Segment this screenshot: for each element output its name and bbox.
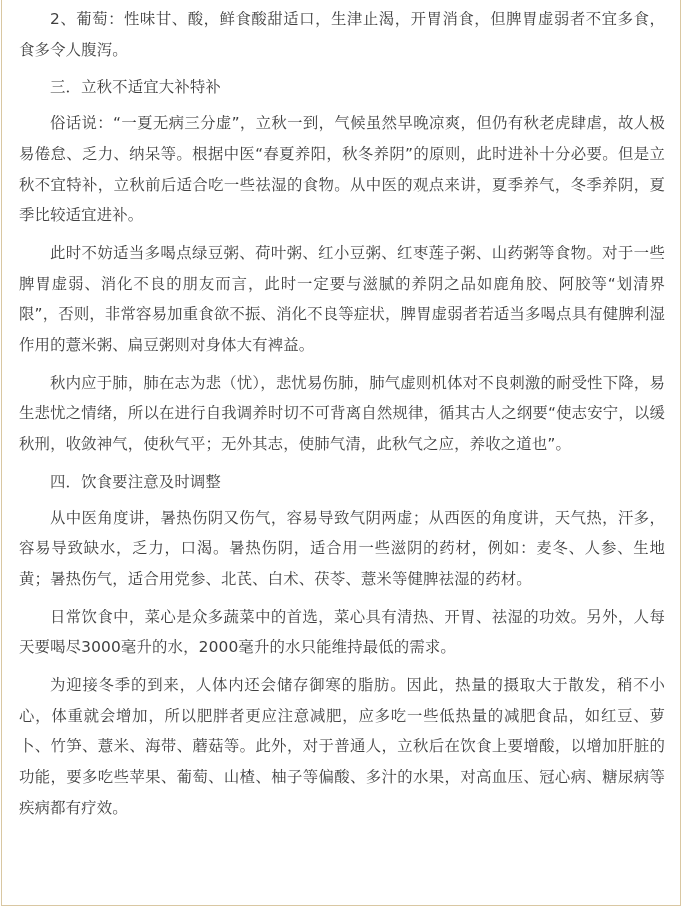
paragraph-lung: 秋内应于肺，肺在志为悲（忧），悲忧易伤肺，肺气虚则机体对不良刺激的耐受性下降，易生悲忧之情绪，所以在进行自我调养时切不可背离自然规律，循其古人之纲要“使志安宁，以缓秋刑，收敛神气，使秋气平；无外其志，使肺气清，此秋气之应，养收之道也”。	[19, 373, 665, 454]
paragraph-porridge: 此时不妨适当多喝点绿豆粥、荷叶粥、红小豆粥、红枣莲子粥、山药粥等食物。对于一些脾胃虚弱、消化不良的朋友而言，此时一定要与滋腻的养阴之品如鹿角胶、阿胶等“划清界限”，否则，非常容易加重食欲不振、消化不良等症状，脾胃虚弱者若适当多喝点具有健脾利湿作用的薏米粥、扁豆粥则对身体大有裨益。	[19, 243, 665, 355]
paragraph-saying: 俗话说：“一夏无病三分虚”，立秋一到，气候虽然早晚凉爽，但仍有秋老虎肆虐，故人极易倦怠、乏力、纳呆等。根据中医“春夏养阳，秋冬养阴”的原则，此时进补十分必要。但是立秋不宜特补，立秋前后适合吃一些祛湿的食物。从中医的观点来讲，夏季养气，冬季养阴，夏季比较适宜进补。	[19, 114, 665, 225]
paragraph-grape: 2、葡萄：性味甘、酸，鲜食酸甜适口，生津止渴，开胃消食，但脾胃虚弱者不宜多食，食多令人腹泻。	[19, 10, 665, 59]
paragraph-tcm: 从中医角度讲，暑热伤阴又伤气，容易导致气阴两虚；从西医的角度讲，天气热，汗多，容易导致缺水，乏力，口渴。暑热伤阴，适合用一些滋阴的药材，例如：麦冬、人参、生地黄；暑热伤气，适合用党参、北芪、白术、茯苓、薏米等健脾祛湿的药材。	[19, 508, 665, 588]
section-heading-4: 四．饮食要注意及时调整	[50, 472, 221, 491]
section-heading-3: 三．立秋不适宜大补特补	[50, 78, 221, 97]
paragraph-daily-diet: 日常饮食中，菜心是众多蔬菜中的首选，菜心具有清热、开胃、祛湿的功效。另外，人每天要喝尽3000毫升的水，2000毫升的水只能维持最低的需求。	[19, 607, 665, 657]
article-body	[19, 4, 665, 831]
paragraph-winter: 为迎接冬季的到来，人体内还会储存御寒的脂肪。因此，热量的摄取大于散发，稍不小心，体重就会增加，所以肥胖者更应注意减肥，应多吃一些低热量的减肥食品，如红豆、萝卜、竹笋、薏米、海带、蘑菇等。此外，对于普通人，立秋后在饮食上要增酸，以增加肝脏的功能，要多吃些苹果、葡萄、山楂、柚子等偏酸、多汁的水果，对高血压、冠心病、糖尿病等疾病都有疗效。	[19, 676, 665, 817]
